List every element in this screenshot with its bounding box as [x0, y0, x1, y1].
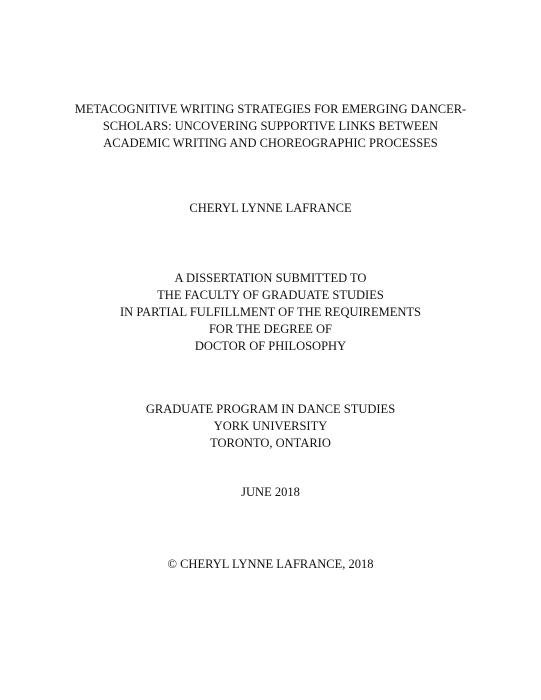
program-line: YORK UNIVERSITY	[213, 419, 328, 433]
submission-line: DOCTOR OF PHILOSOPHY	[194, 339, 347, 353]
submission-date	[40, 484, 501, 501]
submission-line: A DISSERTATION SUBMITTED TO	[174, 271, 367, 285]
author-name	[40, 200, 501, 217]
program-line: GRADUATE PROGRAM IN DANCE STUDIES	[145, 402, 396, 416]
date-line: JUNE 2018	[241, 485, 300, 499]
copyright-line: © CHERYL LYNNE LAFRANCE, 2018	[167, 557, 374, 571]
copyright-notice	[40, 556, 501, 573]
submission-line: THE FACULTY OF GRADUATE STUDIES	[157, 288, 384, 302]
program-line: TORONTO, ONTARIO	[210, 436, 331, 450]
title-line: ACADEMIC WRITING AND CHOREOGRAPHIC PROCESSES	[103, 136, 438, 150]
title-line: METACOGNITIVE WRITING STRATEGIES FOR EMERGING DANCER-	[74, 102, 467, 116]
title-line: SCHOLARS: UNCOVERING SUPPORTIVE LINKS BETWEEN	[102, 119, 439, 133]
dissertation-title	[40, 101, 501, 152]
submission-line: IN PARTIAL FULFILLMENT OF THE REQUIREMENTS	[120, 305, 421, 319]
submission-statement	[40, 270, 501, 355]
program-institution	[40, 401, 501, 452]
author-line: CHERYL LYNNE LAFRANCE	[189, 201, 352, 215]
submission-line: FOR THE DEGREE OF	[208, 322, 333, 336]
